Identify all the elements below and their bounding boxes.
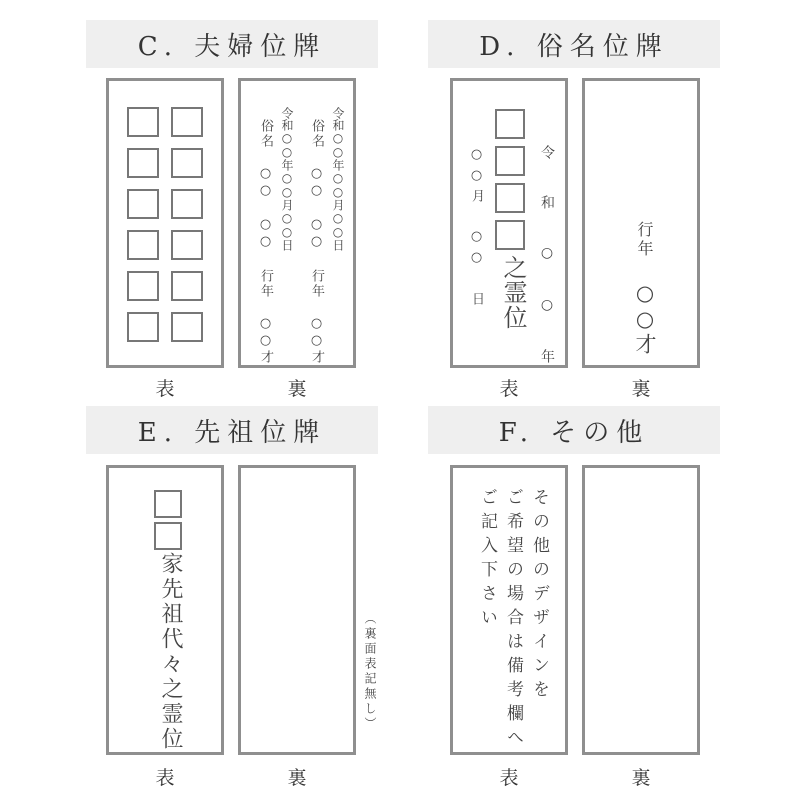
- name-box: [127, 312, 159, 342]
- section-f-front-tablet: [450, 465, 568, 755]
- section-d-title: D. 俗名位牌: [428, 20, 720, 68]
- name-box: [127, 189, 159, 219]
- name-box: [171, 107, 203, 137]
- back-caption: 裏: [287, 767, 307, 789]
- name-box: [127, 148, 159, 178]
- secular-name-text: 俗名 ○○ ○○: [309, 119, 324, 251]
- front-caption: 表: [499, 378, 519, 400]
- custom-design-note-text: ご希望の場合は備考欄へ: [503, 488, 523, 752]
- name-box: [127, 230, 159, 260]
- secular-name-text: 俗名 ○○ ○○: [258, 119, 273, 251]
- name-box: [495, 146, 525, 176]
- name-box: [127, 107, 159, 137]
- section-c-title: C. 夫婦位牌: [86, 20, 378, 68]
- name-box: [495, 220, 525, 250]
- front-caption: 表: [499, 767, 519, 789]
- back-caption: 裏: [631, 378, 651, 400]
- death-date-text: 令 和 ○ ○ 年: [539, 145, 555, 373]
- name-box: [127, 271, 159, 301]
- age-text: 行年 ○○才: [309, 269, 324, 365]
- front-caption: 表: [155, 767, 175, 789]
- death-date-text: ○○月 ○○ 日: [469, 147, 484, 311]
- name-box: [171, 148, 203, 178]
- name-box: [154, 490, 182, 518]
- front-caption: 表: [155, 378, 175, 400]
- reiigi-text: 之霊位: [499, 255, 527, 330]
- section-d-back-tablet: [582, 78, 700, 368]
- section-f-title: F. その他: [428, 406, 720, 454]
- section-c-front-tablet: [106, 78, 224, 368]
- death-date-text: 令和○○年○○月○○日: [280, 107, 294, 251]
- name-box: [171, 312, 203, 342]
- back-caption: 裏: [631, 767, 651, 789]
- back-blank-note: （裏面表記無し）: [363, 612, 377, 732]
- custom-design-note-text: その他のデザインを: [529, 488, 549, 704]
- section-d-front-tablet: [450, 78, 568, 373]
- name-box: [495, 109, 525, 139]
- section-e-back-tablet: [238, 465, 356, 755]
- name-box: [171, 230, 203, 260]
- section-e-front-tablet: [106, 465, 224, 755]
- age-label-text: 行年: [635, 221, 654, 259]
- ancestors-text: 家先祖代々之霊位: [158, 552, 183, 752]
- name-box: [495, 183, 525, 213]
- death-date-text: 令和○○年○○月○○日: [331, 107, 345, 251]
- name-box: [154, 522, 182, 550]
- back-caption: 裏: [287, 378, 307, 400]
- name-box: [171, 189, 203, 219]
- age-text: 行年 ○○才: [258, 269, 273, 365]
- custom-design-note-text: ご記入下さい: [477, 488, 497, 632]
- section-e-title: E. 先祖位牌: [86, 406, 378, 454]
- section-f-back-tablet: [582, 465, 700, 755]
- section-c-back-tablet: [238, 78, 356, 368]
- name-box: [171, 271, 203, 301]
- age-text: ○○才: [633, 281, 657, 356]
